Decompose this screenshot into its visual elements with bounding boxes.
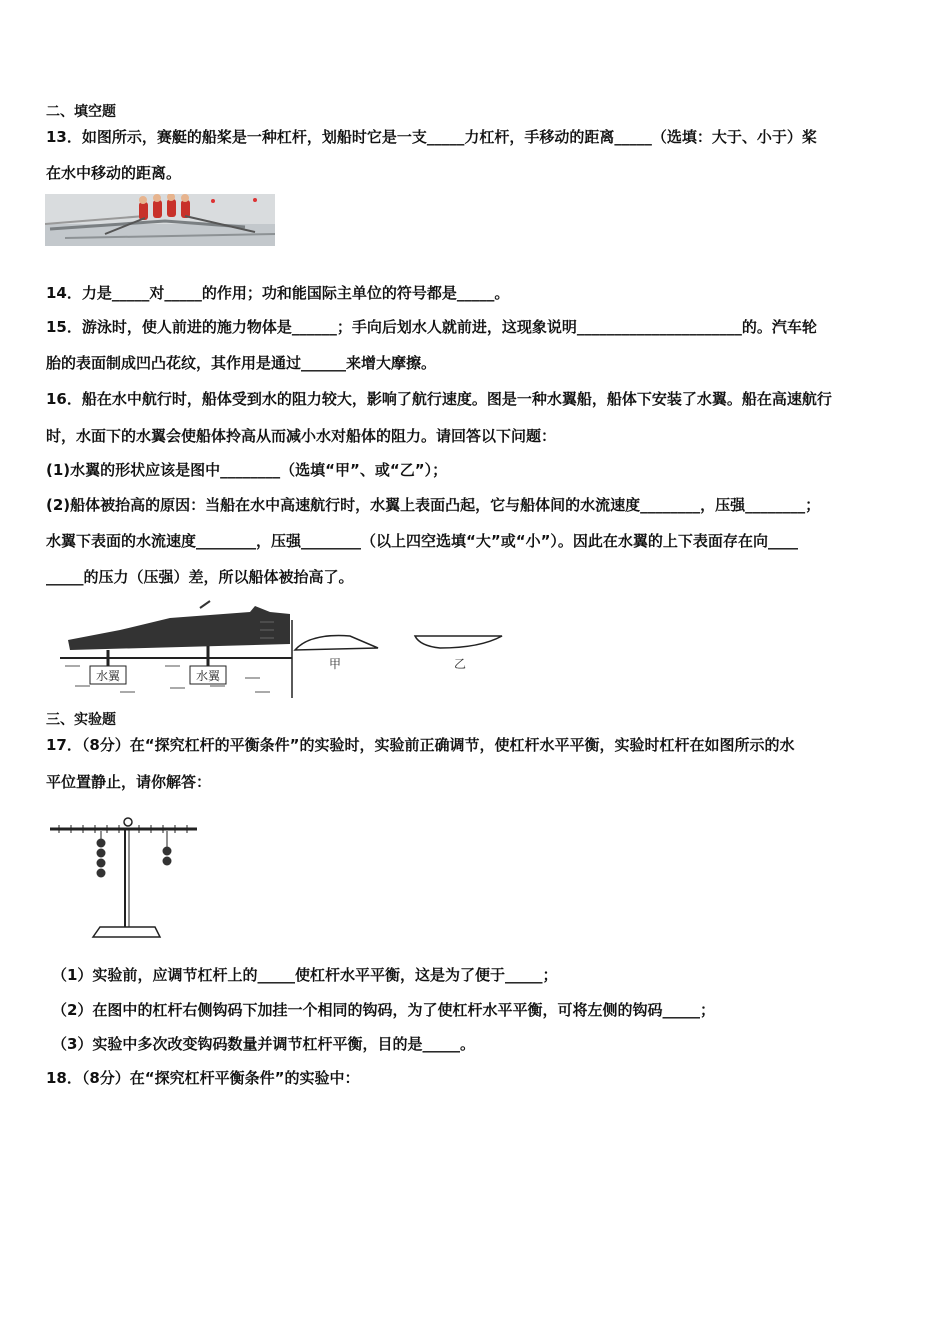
foil-jia-shape xyxy=(295,636,378,650)
question-16-line-1: 16．船在水中航行时，船体受到水的阻力较大，影响了航行速度。图是一种水翼船，船体下安装了水翼。船在高速航行 xyxy=(46,390,832,408)
question-17-line-1: 17．（8分）在“探究杠杆的平衡条件”的实验时，实验前正确调节，使杠杆水平平衡，实验时杠杆在如图所示的水 xyxy=(46,736,795,754)
foil-yi-shape xyxy=(415,636,502,648)
section-title-fill-in: 二、填空题 xyxy=(46,104,116,120)
question-17-sub-2: （2）在图中的杠杆右侧钩码下加挂一个相同的钩码，为了使杠杆水平平衡，可将左侧的钩码_____； xyxy=(52,1001,715,1019)
section-title-experiment: 三、实验题 xyxy=(46,712,116,728)
question-16-line-2: 时，水面下的水翼会使船体拎高从而减小水对船体的阻力。请回答以下问题： xyxy=(46,427,557,445)
wing-label-1: 水翼 xyxy=(95,669,121,683)
foil-jia-label: 甲 xyxy=(328,657,342,671)
question-18: 18．（8分）在“探究杠杆平衡条件”的实验中： xyxy=(46,1069,360,1087)
question-16-line-4: (2)船体被抬高的原因：当船在水中高速航行时，水翼上表面凸起，它与船体间的水流速度________，压强________； xyxy=(46,496,821,514)
question-14: 14．力是_____对_____的作用；功和能国际主单位的符号都是_____。 xyxy=(46,284,510,302)
question-16-line-6: _____的压力（压强）差，所以船体被抬高了。 xyxy=(46,568,354,586)
foil-yi-label: 乙 xyxy=(453,657,467,671)
rowing-boat-photo xyxy=(45,194,275,246)
question-17-line-2: 平位置静止，请你解答： xyxy=(46,773,212,791)
question-16-line-5: 水翼下表面的水流速度________，压强________（以上四空选填“大”或“小”）。因此在水翼的上下表面存在向____ xyxy=(46,532,798,550)
hydrofoil-boat-figure xyxy=(60,600,520,700)
lever-apparatus-figure xyxy=(45,815,205,940)
question-15-line-2: 胎的表面制成凹凸花纹，其作用是通过______来增大摩擦。 xyxy=(46,354,437,372)
question-17-sub-1: （1）实验前，应调节杠杆上的_____使杠杆水平平衡，这是为了便于_____； xyxy=(52,966,558,984)
question-13-line-2: 在水中移动的距离。 xyxy=(46,164,182,182)
question-13-line-1: 13．如图所示，赛艇的船桨是一种杠杆，划船时它是一支_____力杠杆，手移动的距离_____（选填：大于、小于）桨 xyxy=(46,128,817,146)
question-17-sub-3: （3）实验中多次改变钩码数量并调节杠杆平衡，目的是_____。 xyxy=(52,1035,475,1053)
question-15-line-1: 15．游泳时，使人前进的施力物体是______；手向后划水人就前进，这现象说明______________________的。汽车轮 xyxy=(46,318,817,336)
question-16-line-3: (1)水翼的形状应该是图中________（选填“甲”、或“乙”）； xyxy=(46,461,448,479)
wing-label-2: 水翼 xyxy=(195,669,221,683)
